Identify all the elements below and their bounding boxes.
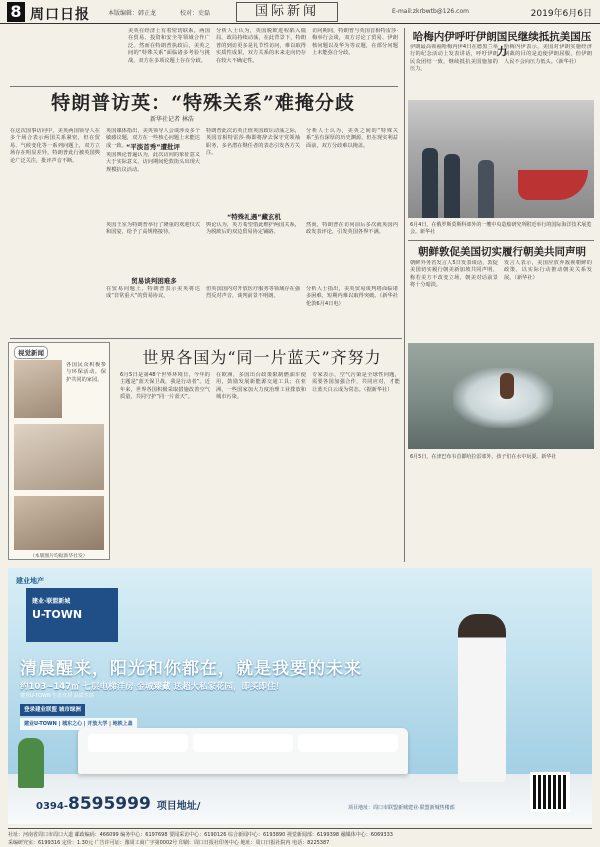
plant-graphic: [18, 738, 44, 788]
text-column: 在这次国事访问中，美英两国领导人在多个场合表示两国关系紧密，但在贸易、气候变化等一系列问题上，双方立场存在明显差异。特朗普此行被英国舆论广泛关注，批评声音不断。: [10, 128, 100, 164]
feature-caption: （本版图片均据新华社发）: [30, 554, 88, 559]
text-column: 朝鲜外务省发言人5日发表谈话，敦促美国切实履行朝美新加坡共同声明，称若美方不改变立场，朝美对话前景将十分暗淡。: [410, 260, 498, 289]
footer-line: 采编研究室：6199316 定价：1.30元 广告许可证：豫周工商广字第0002号 印刷：周口日报社印务中心 地址：周口日报社院内 电话：8225387: [8, 840, 330, 846]
section-tag: 国际新闻: [236, 2, 338, 22]
photo-caption: 6月4日，在俄罗斯莫斯科郊外的一艘中央造船研究所附近举行的国际海洋技术展览会。新华社: [410, 222, 592, 235]
advert-phone[interactable]: [36, 794, 200, 814]
advert-small-text: 建业U-TOWN 生态宜居 品质生活: [20, 693, 94, 699]
phone-prefix: 0394-: [36, 801, 68, 812]
feature-photo: [14, 496, 104, 550]
text-column: 英国媒体指出，美英领导人会谈涉及多个敏感议题，双方在一些核心问题上未能达成一致。: [106, 128, 200, 149]
text-column: 英国王室为特朗普举行了隆重的欢迎仪式和国宴，给予了高规格接待。: [106, 222, 200, 236]
advert-slogan: 清晨醒来，阳光和你都在，就是我要的未来: [20, 659, 362, 679]
advert-subline: 约103~147㎡ 七层电梯洋房 金城臻藏 送超大私家花园，即买即住！: [20, 682, 284, 692]
subhead: 贸易谈判困难多: [131, 277, 177, 285]
advert-address: 项目地址：周口市联盟新城建业·联盟新城售楼部: [348, 805, 455, 811]
second-headline: 世界各国为“同一片蓝天”齐努力: [142, 348, 382, 367]
text-column: 分析人士认为，美英之间的“特殊关系”虽有深厚的历史渊源，但在现实利益面前，双方分歧难以掩盖。: [306, 128, 398, 149]
proofreader-meta: 校对：史磊: [180, 10, 211, 17]
advert-chip: 建业U-TOWN | 城东之心 | 开放大学 | 地铁上盖: [20, 718, 137, 730]
text-column: 6月5日是第48个世界环境日，今年的主题是“蓝天保卫战，我是行动者”。近年来，世界各国积极采取措施改善空气质量，共同守护“同一片蓝天”。: [120, 372, 210, 401]
text-column: 各国民众积极参与环保活动，保护共同的家园。: [66, 362, 106, 383]
text-column: 分析人士指出，美英贸易谈判将面临诸多困难，短期内难以取得突破。（新华社伦敦6月4日电）: [306, 286, 398, 307]
model-figure: [458, 614, 506, 782]
divider: [404, 28, 405, 562]
sofa-graphic: [78, 728, 408, 774]
footer-line: 社址：河南省周口市周口大道 邮政编码：466099 编务中心：6197698 要闻采访中心：6190126 综合新闻中心：6193890 视觉新闻部：6199398 融媒体中心：6069333: [8, 832, 393, 838]
advert-chip: 登录建业联盟 城市绿洲: [20, 704, 85, 716]
text-column: 美英在经济上有着密切联系，两国在贸易、投资和安全等领域合作广泛。然而在特朗普执政后，美英之间的“特殊关系”面临诸多考验与挑战，双方在多项议题上存在分歧。: [128, 28, 210, 64]
text-column: 哈梅内伊表示，美国对伊朗实施经济制裁的目的是迫使伊朗屈服，但伊朗人民不会向压力低头。（新华社）: [504, 44, 592, 65]
real-estate-advert[interactable]: [8, 568, 592, 824]
subhead: “特殊礼遇”藏玄机: [226, 213, 282, 221]
right-bottom-headline: 朝鲜敦促美国切实履行朝美共同声明: [418, 246, 586, 258]
advert-brand-line: 建业·联盟新城: [32, 598, 71, 605]
text-column: 舆论认为，英方希望借此维护两国关系，为脱欧后的双边贸易协定铺路。: [206, 222, 300, 236]
text-column: 专家表示，空气污染是全球性问题，需要各国加强合作，共同应对，才能让蓝天白云成为常态。（据新华社）: [312, 372, 400, 393]
divider: [10, 86, 398, 87]
issue-date: 2019年6月6日: [530, 9, 592, 19]
text-column: 发言人表示，美国应放弃敌视朝鲜的政策，以实际行动推动朝美关系发展。（新华社）: [504, 260, 592, 281]
advert-brand-block: [26, 588, 118, 642]
feature-photo: [14, 360, 62, 418]
photo-caption: 6月5日，在津巴布韦首都哈拉雷郊外，孩子们在水中玩耍。新华社: [410, 454, 557, 460]
divider: [10, 338, 402, 339]
text-column: 但英国国内对开放医疗服务等领域存在强烈反对声音，谈判前景不明朗。: [206, 286, 300, 300]
page-footer: [8, 828, 592, 847]
divider: [408, 240, 594, 241]
text-column: 分析人士认为，英国脱欧进程陷入僵局，政局持续动荡，在此背景下，特朗普的到访更多是礼节性访问，难以取得实质性成果，双方关系的未来走向仍存在较大不确定性。: [216, 28, 306, 64]
masthead: [0, 0, 600, 24]
text-column: 伊朗最高领袖哈梅内伊4日在德黑兰举行的纪念活动上发表讲话，呼吁伊朗民众团结一致，继续抵抗美国施加的压力。: [410, 44, 498, 73]
page-number: 8: [7, 2, 25, 22]
phone-suffix: 项目地址/: [156, 801, 201, 812]
text-column: 访问期间，特朗普与英国首相特雷莎·梅举行会谈，双方讨论了贸易、伊朗核问题以及华为等议题，在部分问题上未能弥合分歧。: [312, 28, 398, 57]
main-headline: 特朗普访英：“特殊关系”难掩分歧: [51, 92, 355, 114]
email-meta: E-mail:zkrbwtb@126.com: [392, 8, 469, 15]
main-byline: 新华社记者 林浩: [150, 116, 194, 123]
editor-meta: 本版编辑：韩正龙: [108, 10, 157, 17]
phone-number: 8595999: [67, 794, 151, 814]
news-photo-expo: [408, 100, 594, 218]
text-column: 然而，特朗普在访问前后多次就英国内政发表评论，引发英国各界不满。: [306, 222, 398, 236]
feature-photo: [14, 424, 104, 490]
text-column: 在欧洲，多国出台政策限制燃油车使用，鼓励发展新能源交通工具；在亚洲，一些国家加大力度治理工业排放和城市污染。: [216, 372, 306, 401]
right-top-headline: 哈梅内伊呼吁伊朗国民继续抵抗美国压力: [412, 31, 592, 58]
news-photo-water: [408, 343, 594, 449]
advert-brand-line: U-TOWN: [32, 608, 83, 621]
paper-name: 周口日报: [30, 7, 90, 23]
qr-code-icon[interactable]: [530, 772, 570, 812]
text-column: 在贸易问题上，特朗普表示美英将达成“非常重大”的贸易协议。: [106, 286, 200, 300]
subhead: “平淡首秀”遭批评: [125, 143, 181, 151]
text-column: 特朗普此次访英正值英国政坛动荡之际，英国首相特雷莎·梅即将辞去保守党领袖职务，多名潜在继任者的表态引发各方关注。: [206, 128, 300, 157]
visual-news-label: 视觉新闻: [14, 346, 48, 359]
text-column: 英国舆论普遍认为，此次访问的象征意义大于实际意义，访问期间伦敦街头出现大规模抗议活动。: [106, 152, 200, 173]
advert-logo: 建业地产: [16, 577, 44, 585]
